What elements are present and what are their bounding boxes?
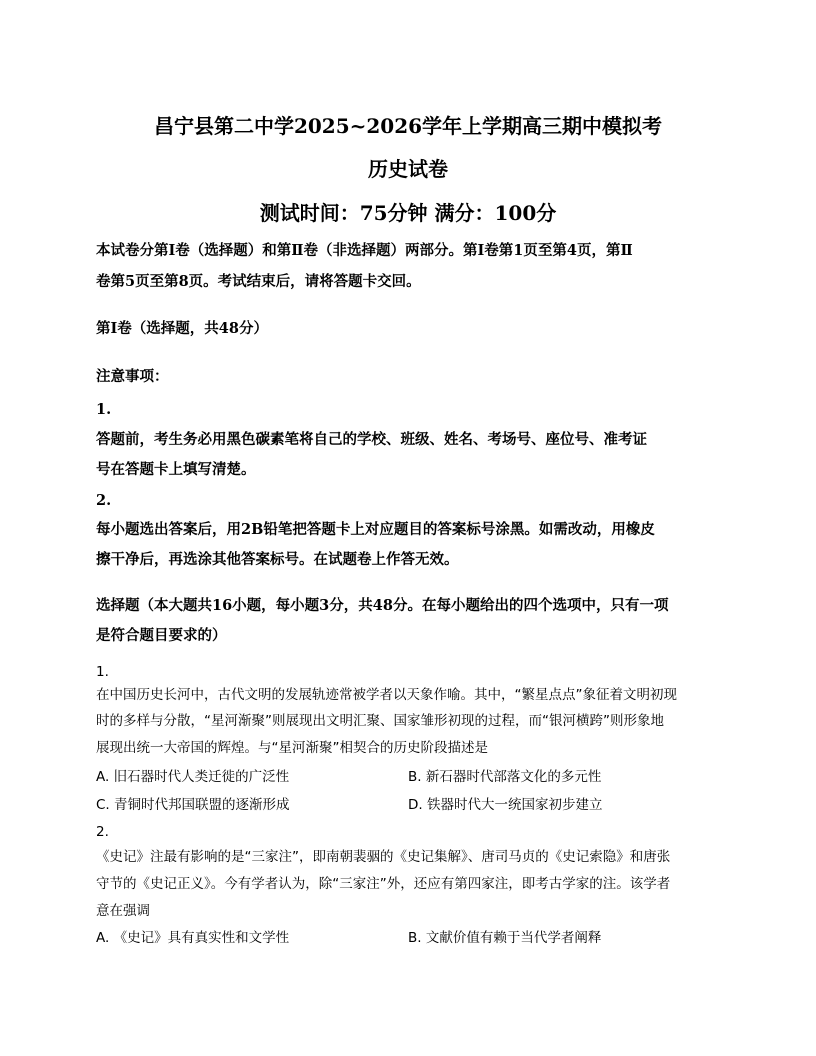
question-1-option-a: A. 旧石器时代人类迁徙的广泛性 [96,769,290,785]
section-instructions-line-1: 选择题（本大题共16小题，每小题3分，共48分。在每小题给出的四个选项中，只有一项 [96,597,669,614]
question-2-stem-line-2: 守节的《史记正义》。今有学者认为，除“三家注”外，还应有第四家注，即考古学家的注。该学者 [96,876,671,892]
question-1-option-d: D. 铁器时代大一统国家初步建立 [408,797,603,813]
note-1-number: 1. [96,401,112,418]
question-1-stem-line-1: 在中国历史长河中，古代文明的发展轨迹常被学者以天象作喻。其中，“繁星点点”象征着文明初现 [96,687,677,703]
exam-time-score: 测试时间：75分钟 满分：100分 [259,201,557,225]
notes-heading: 注意事项： [96,368,169,385]
question-1-number: 1. [96,664,109,680]
note-2-line-1: 每小题选出答案后，用2B铅笔把答题卡上对应题目的答案标号涂黑。如需改动，用橡皮 [96,521,655,538]
intro-line-1: 本试卷分第Ⅰ卷（选择题）和第Ⅱ卷（非选择题）两部分。第Ⅰ卷第1页至第4页，第Ⅱ [96,242,633,259]
question-1-option-b: B. 新石器时代部落文化的多元性 [408,769,602,785]
question-2-option-b: B. 文献价值有赖于当代学者阐释 [408,930,602,946]
question-1-option-c: C. 青铜时代邦国联盟的逐渐形成 [96,797,290,813]
part1-heading: 第Ⅰ卷（选择题，共48分） [96,320,268,337]
question-1-stem-line-2: 时的多样与分散，“星河渐聚”则展现出文明汇聚、国家雏形初现的过程，而“银河横跨”则形象地 [96,713,664,729]
note-2-number: 2. [96,492,112,509]
question-2-stem-line-1: 《史记》注最有影响的是“三家注”，即南朝裴骃的《史记集解》、唐司马贞的《史记索隐》和唐张 [96,849,671,865]
question-2-number: 2. [96,824,109,840]
note-1-line-2: 号在答题卡上填写清楚。 [96,461,256,478]
note-2-line-2: 擦干净后，再选涂其他答案标号。在试题卷上作答无效。 [96,551,459,568]
intro-line-2: 卷第5页至第8页。考试结束后，请将答题卡交回。 [96,273,421,290]
note-1-line-1: 答题前，考生务必用黑色碳素笔将自己的学校、班级、姓名、考场号、座位号、准考证 [96,431,647,448]
question-1-stem-line-3: 展现出统一大帝国的辉煌。与“星河渐聚”相契合的历史阶段描述是 [96,740,488,756]
exam-subject: 历史试卷 [368,157,448,181]
question-2-option-a: A. 《史记》具有真实性和文学性 [96,930,290,946]
exam-title: 昌宁县第二中学2025~2026学年上学期高三期中模拟考 [153,114,663,138]
section-instructions-line-2: 是符合题目要求的） [96,627,227,644]
question-2-stem-line-3: 意在强调 [96,903,150,919]
